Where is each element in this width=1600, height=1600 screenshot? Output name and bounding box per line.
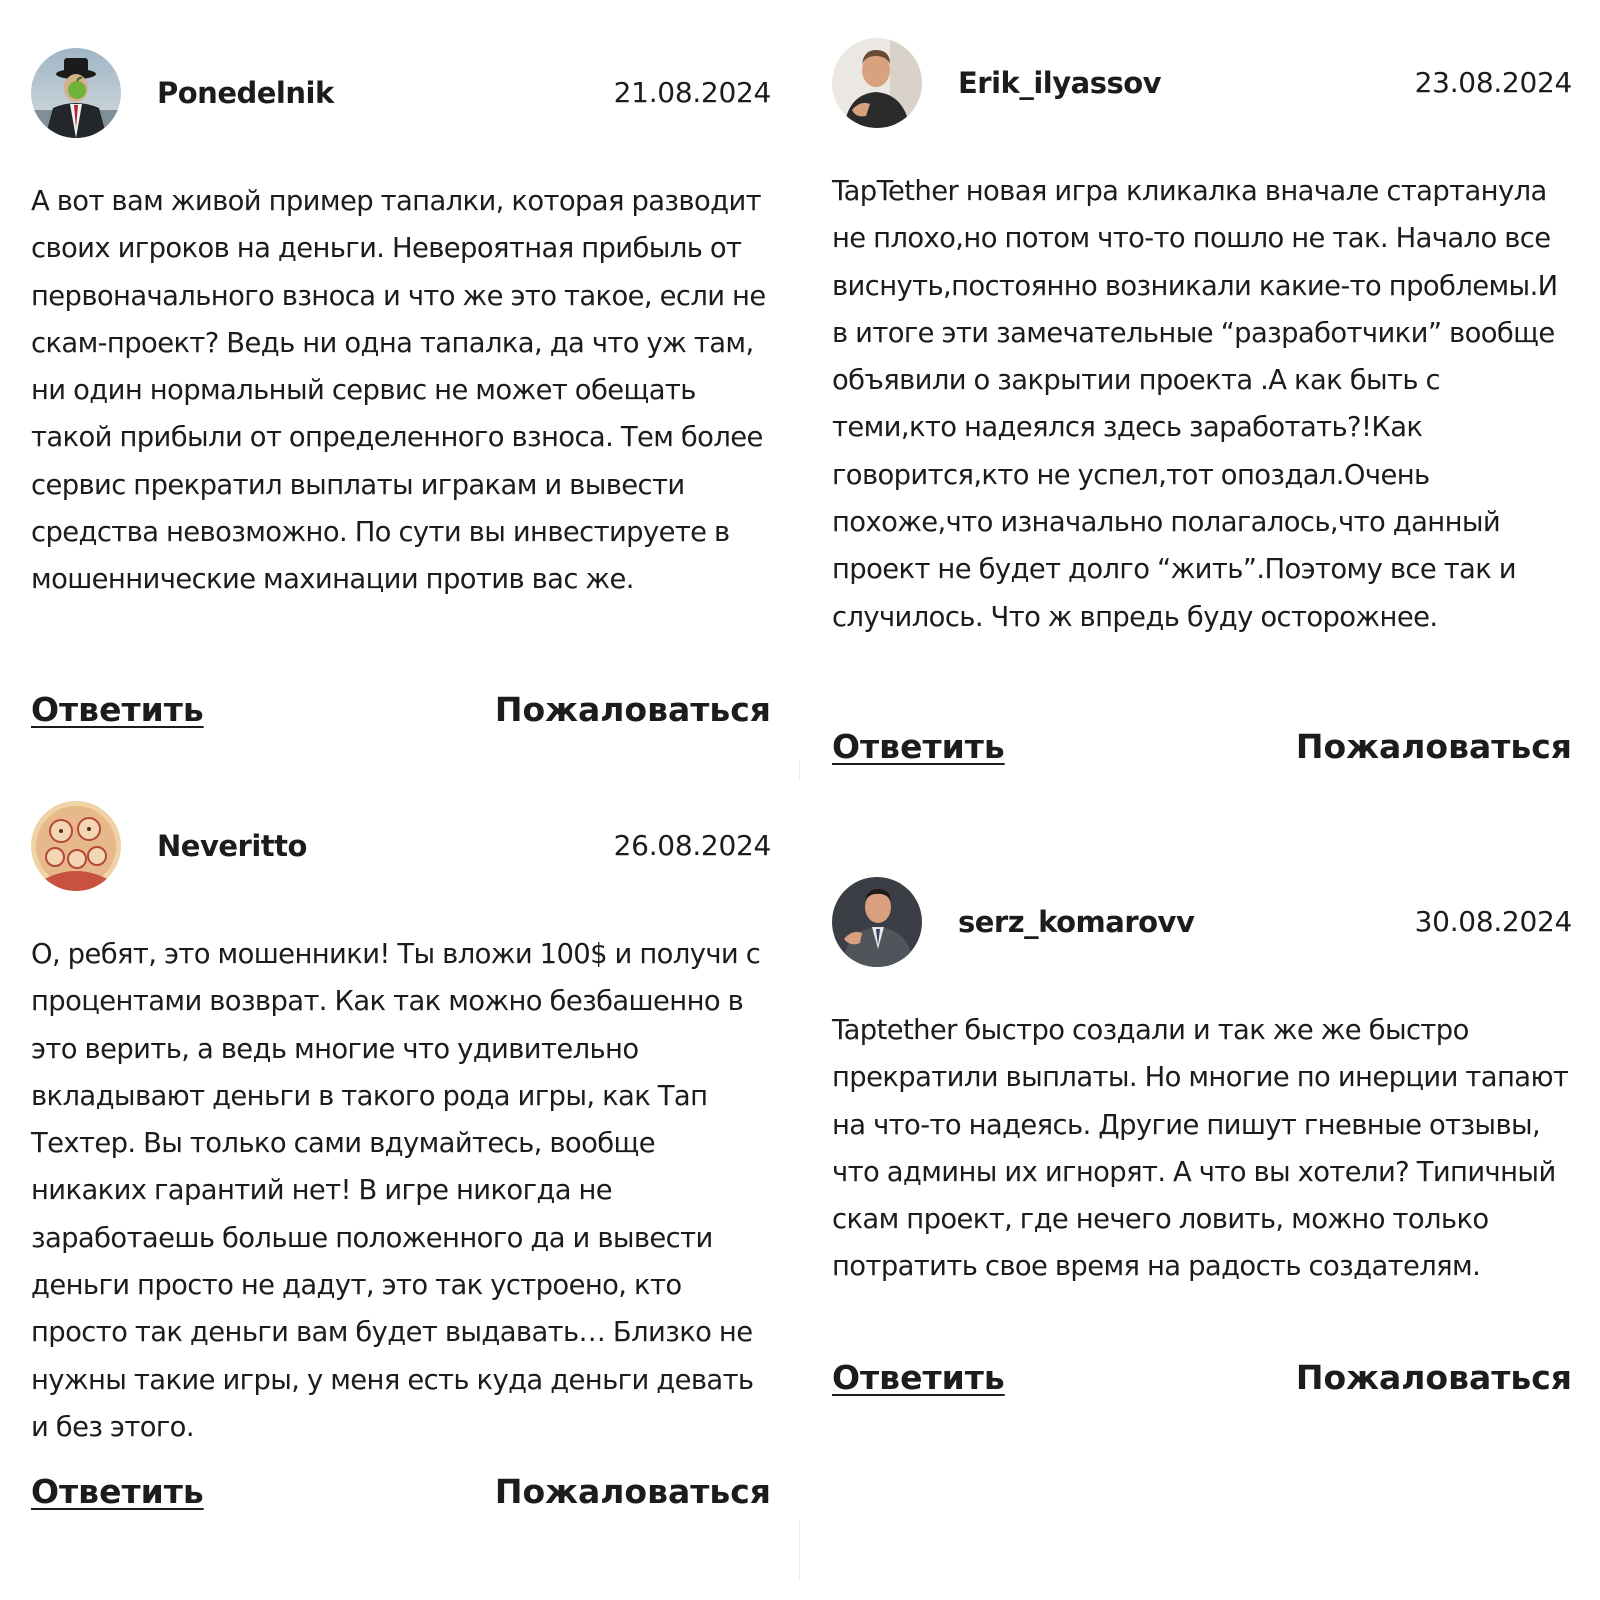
review-date: 21.08.2024 xyxy=(613,76,771,109)
report-button[interactable]: Пожаловаться xyxy=(494,690,771,729)
drawn-family-icon xyxy=(31,801,121,891)
reply-link[interactable]: Ответить xyxy=(31,1472,204,1511)
review-header xyxy=(31,48,771,138)
review-card xyxy=(832,38,1572,766)
review-date: 30.08.2024 xyxy=(1414,905,1572,938)
review-header xyxy=(832,38,1572,128)
review-date: 26.08.2024 xyxy=(613,829,771,862)
review-card xyxy=(832,877,1572,1397)
reply-link[interactable]: Ответить xyxy=(832,1358,1005,1397)
review-card xyxy=(31,48,771,729)
report-button[interactable]: Пожаловаться xyxy=(1295,727,1572,766)
avatar[interactable] xyxy=(832,38,922,128)
review-text: А вот вам живой пример тапалки, которая разводит своих игроков на деньги. Невероятная прибыль от первоначального взноса и что же это такое, если не скам-проект? Ведь ни одна тапалка, да что уж там, ни один нормальный сервис не может обещать такой прибыли от определенного взноса. Тем более сервис прекратил выплаты игракам и вывести средства невозможно. По сути вы инвестируете в мошеннические махинации против вас же. xyxy=(31,186,766,596)
young-man-photo-icon xyxy=(832,38,922,128)
column-divider xyxy=(799,1520,800,1580)
report-button[interactable]: Пожаловаться xyxy=(1295,1358,1572,1397)
man-in-suit-photo-icon xyxy=(832,877,922,967)
son-of-man-painting-icon xyxy=(31,48,121,138)
review-actions xyxy=(31,1472,771,1522)
username[interactable]: Ponedelnik xyxy=(157,76,334,110)
column-divider xyxy=(799,760,800,780)
review-text: Taptether быстро создали и так же же быстро прекратили выплаты. Но многие по инерции тапают на что-то надеясь. Другие пишут гневные отзывы, что админы их игнорят. А что вы хотели? Типичный скам проект, где нечего ловить, можно только потратить свое время на радость создателям. xyxy=(832,1015,1569,1283)
review-header xyxy=(832,877,1572,967)
reply-link[interactable]: Ответить xyxy=(31,690,204,729)
username[interactable]: Neveritto xyxy=(157,829,307,863)
review-card xyxy=(31,801,771,1511)
report-button[interactable]: Пожаловаться xyxy=(494,1472,771,1511)
username[interactable]: Erik_ilyassov xyxy=(958,66,1162,100)
review-actions xyxy=(832,1358,1572,1408)
review-header xyxy=(31,801,771,891)
review-text: TapTether новая игра кликалка вначале стартанула не плохо,но потом что-то пошло не так. Начало все виснуть,постоянно возникали какие-то проблемы.И в итоге эти замечательные “разработчики” вообще объявили о закрытии проекта .А как быть с теми,кто надеялся здесь заработать?!Как говорится,кто не успел,тот опоздал.Очень похоже,что изначально полагалось,что данный проект не будет долго “жить”.Поэтому все так и случилось. Что ж впредь буду осторожнее. xyxy=(832,176,1558,633)
review-actions xyxy=(832,727,1572,777)
reply-link[interactable]: Ответить xyxy=(832,727,1005,766)
avatar[interactable] xyxy=(31,48,121,138)
review-actions xyxy=(31,690,771,740)
avatar[interactable] xyxy=(832,877,922,967)
username[interactable]: serz_komarovv xyxy=(958,905,1195,939)
review-text: О, ребят, это мошенники! Ты вложи 100$ и получи с процентами возврат. Как так можно безбашенно в это верить, а ведь многие что удивительно вкладывают деньги в такого рода игры, как Тап Техтер. Вы только сами вдумайтесь, вообще никаких гарантий нет! В игре никогда не заработаешь больше положенного да и вывести деньги просто не дадут, это так устроено, кто просто так деньги вам будет выдавать… Близко не нужны такие игры, у меня есть куда деньги девать и без этого. xyxy=(31,939,761,1443)
avatar[interactable] xyxy=(31,801,121,891)
review-date: 23.08.2024 xyxy=(1414,66,1572,99)
